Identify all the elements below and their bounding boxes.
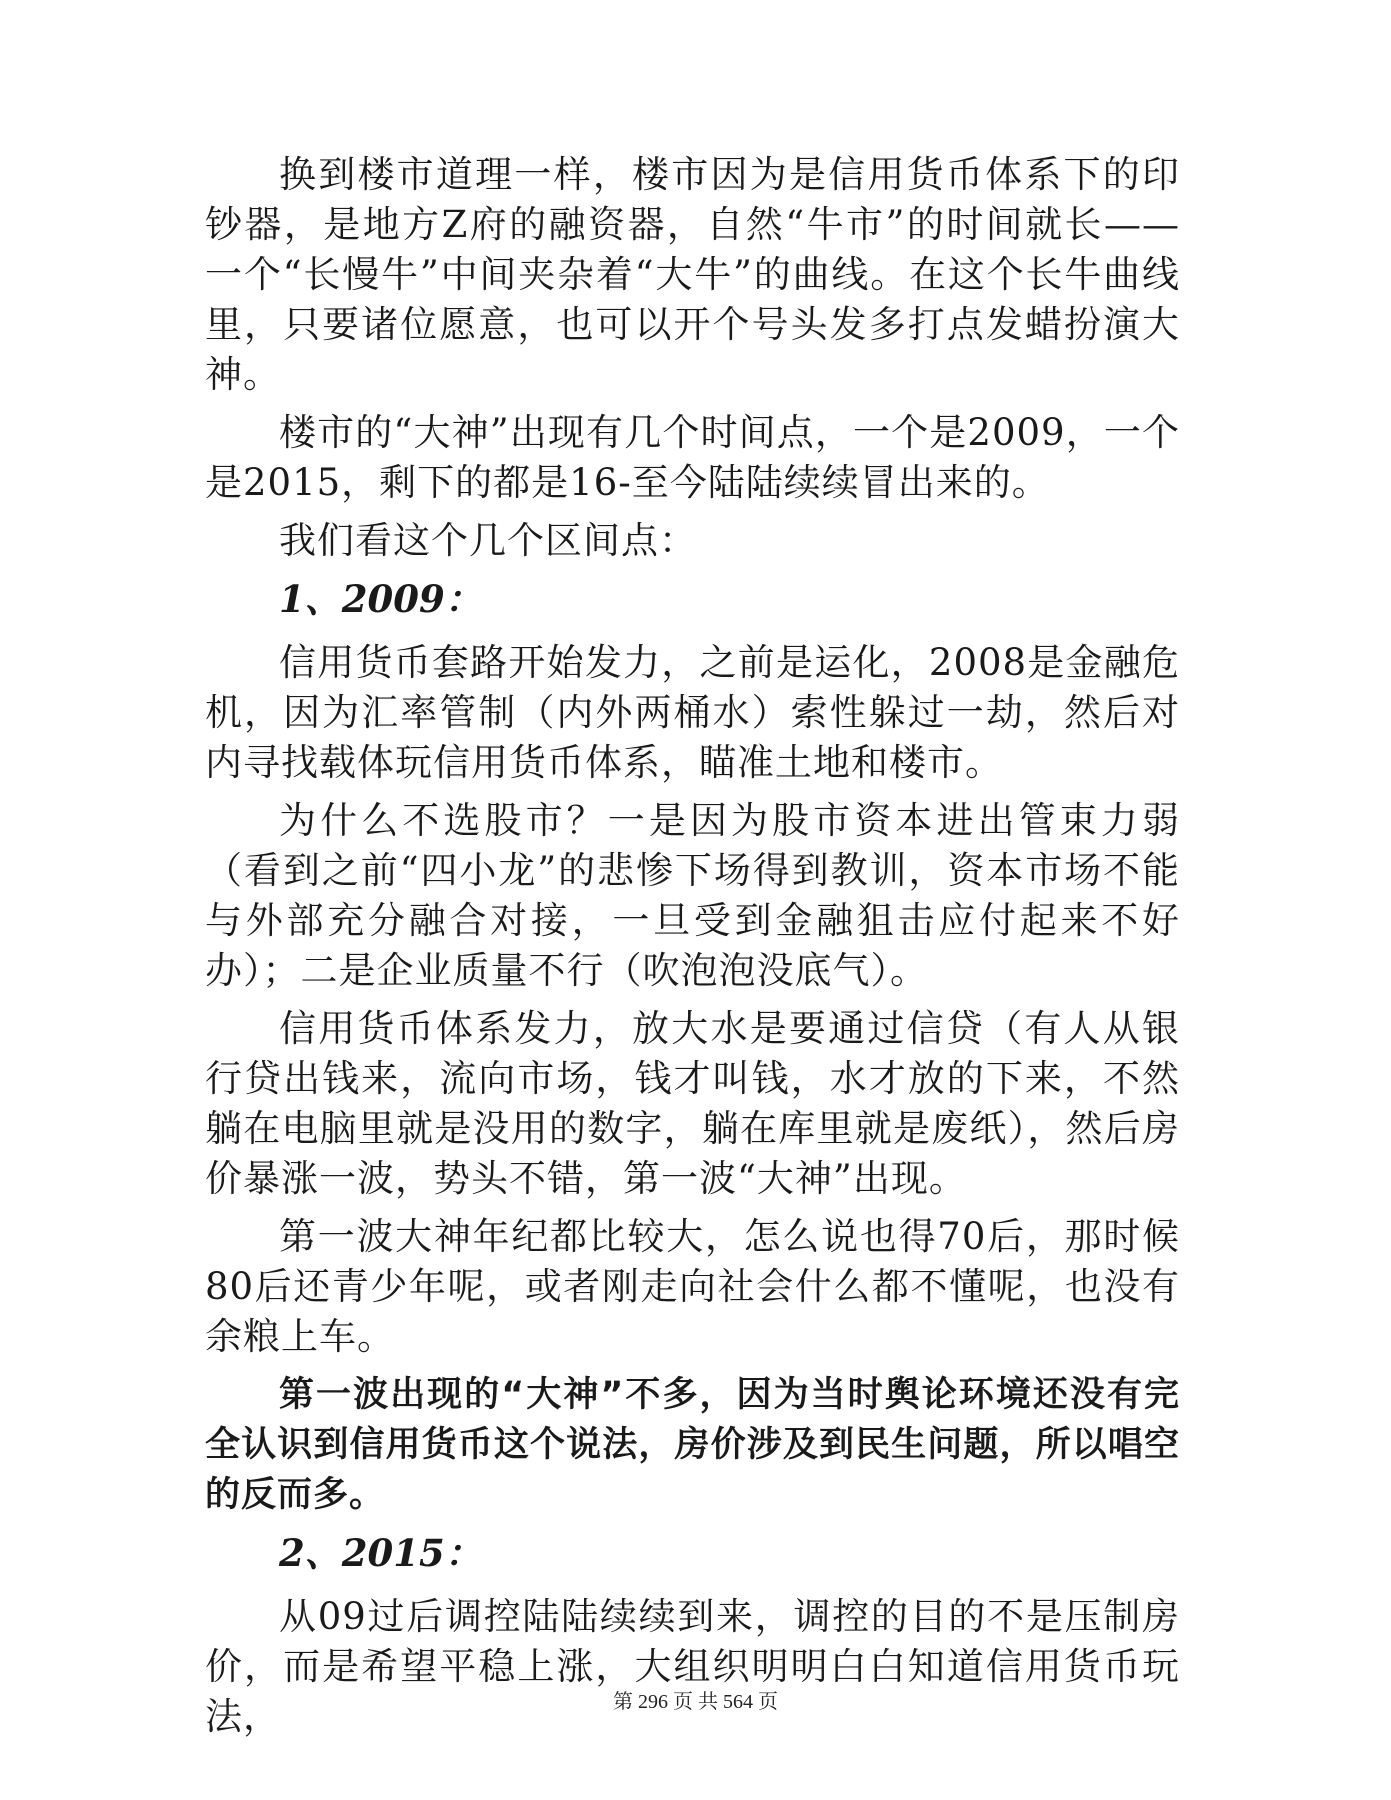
document-body [205, 150, 1180, 1750]
section-heading-2015: 2、2015： [279, 1531, 482, 1575]
paragraph: 为什么不选股市？一是因为股市资本进出管束力弱（看到之前“四小龙”的悲惨下场得到教训，资本市场不能与外部充分融合对接，一旦受到金融狙击应付起来不好办）；二是企业质量不行（吹泡泡没底气）。 [205, 799, 1180, 992]
paragraph: 信用货币体系发力，放大水是要通过信贷（有人从银行贷出钱来，流向市场，钱才叫钱，水才放的下来，不然躺在电脑里就是没用的数字，躺在库里就是废纸），然后房价暴涨一波，势头不错，第一波“大神”出现。 [205, 1007, 1180, 1200]
paragraph: 从09过后调控陆陆续续到来，调控的目的不是压制房价，而是希望平稳上涨，大组织明明白白知道信用货币玩法， [205, 1595, 1180, 1738]
paragraph: 信用货币套路开始发力，之前是运化，2008是金融危机，因为汇率管制（内外两桶水）索性躲过一劫，然后对内寻找载体玩信用货币体系，瞄准土地和楼市。 [205, 641, 1180, 784]
paragraph: 换到楼市道理一样，楼市因为是信用货币体系下的印钞器，是地方Z府的融资器，自然“牛市”的时间就长——一个“长慢牛”中间夹杂着“大牛”的曲线。在这个长牛曲线里，只要诸位愿意，也可以开个号头发多打点发蜡扮演大神。 [205, 153, 1180, 396]
bold-paragraph: 第一波出现的“大神”不多，因为当时舆论环境还没有完全认识到信用货币这个说法，房价涉及到民生问题，所以唱空的反而多。 [205, 1375, 1180, 1515]
paragraph: 我们看这个几个区间点： [279, 519, 697, 562]
paragraph: 第一波大神年纪都比较大，怎么说也得70后，那时候80后还青少年呢，或者刚走向社会什么都不懂呢，也没有余粮上车。 [205, 1215, 1180, 1358]
section-heading-2009: 1、2009： [279, 577, 482, 621]
paragraph: 楼市的“大神”出现有几个时间点，一个是2009，一个是2015，剩下的都是16-至今陆陆续续冒出来的。 [205, 411, 1180, 504]
page-number-footer: 第 296 页 共 564 页 [613, 1691, 778, 1713]
